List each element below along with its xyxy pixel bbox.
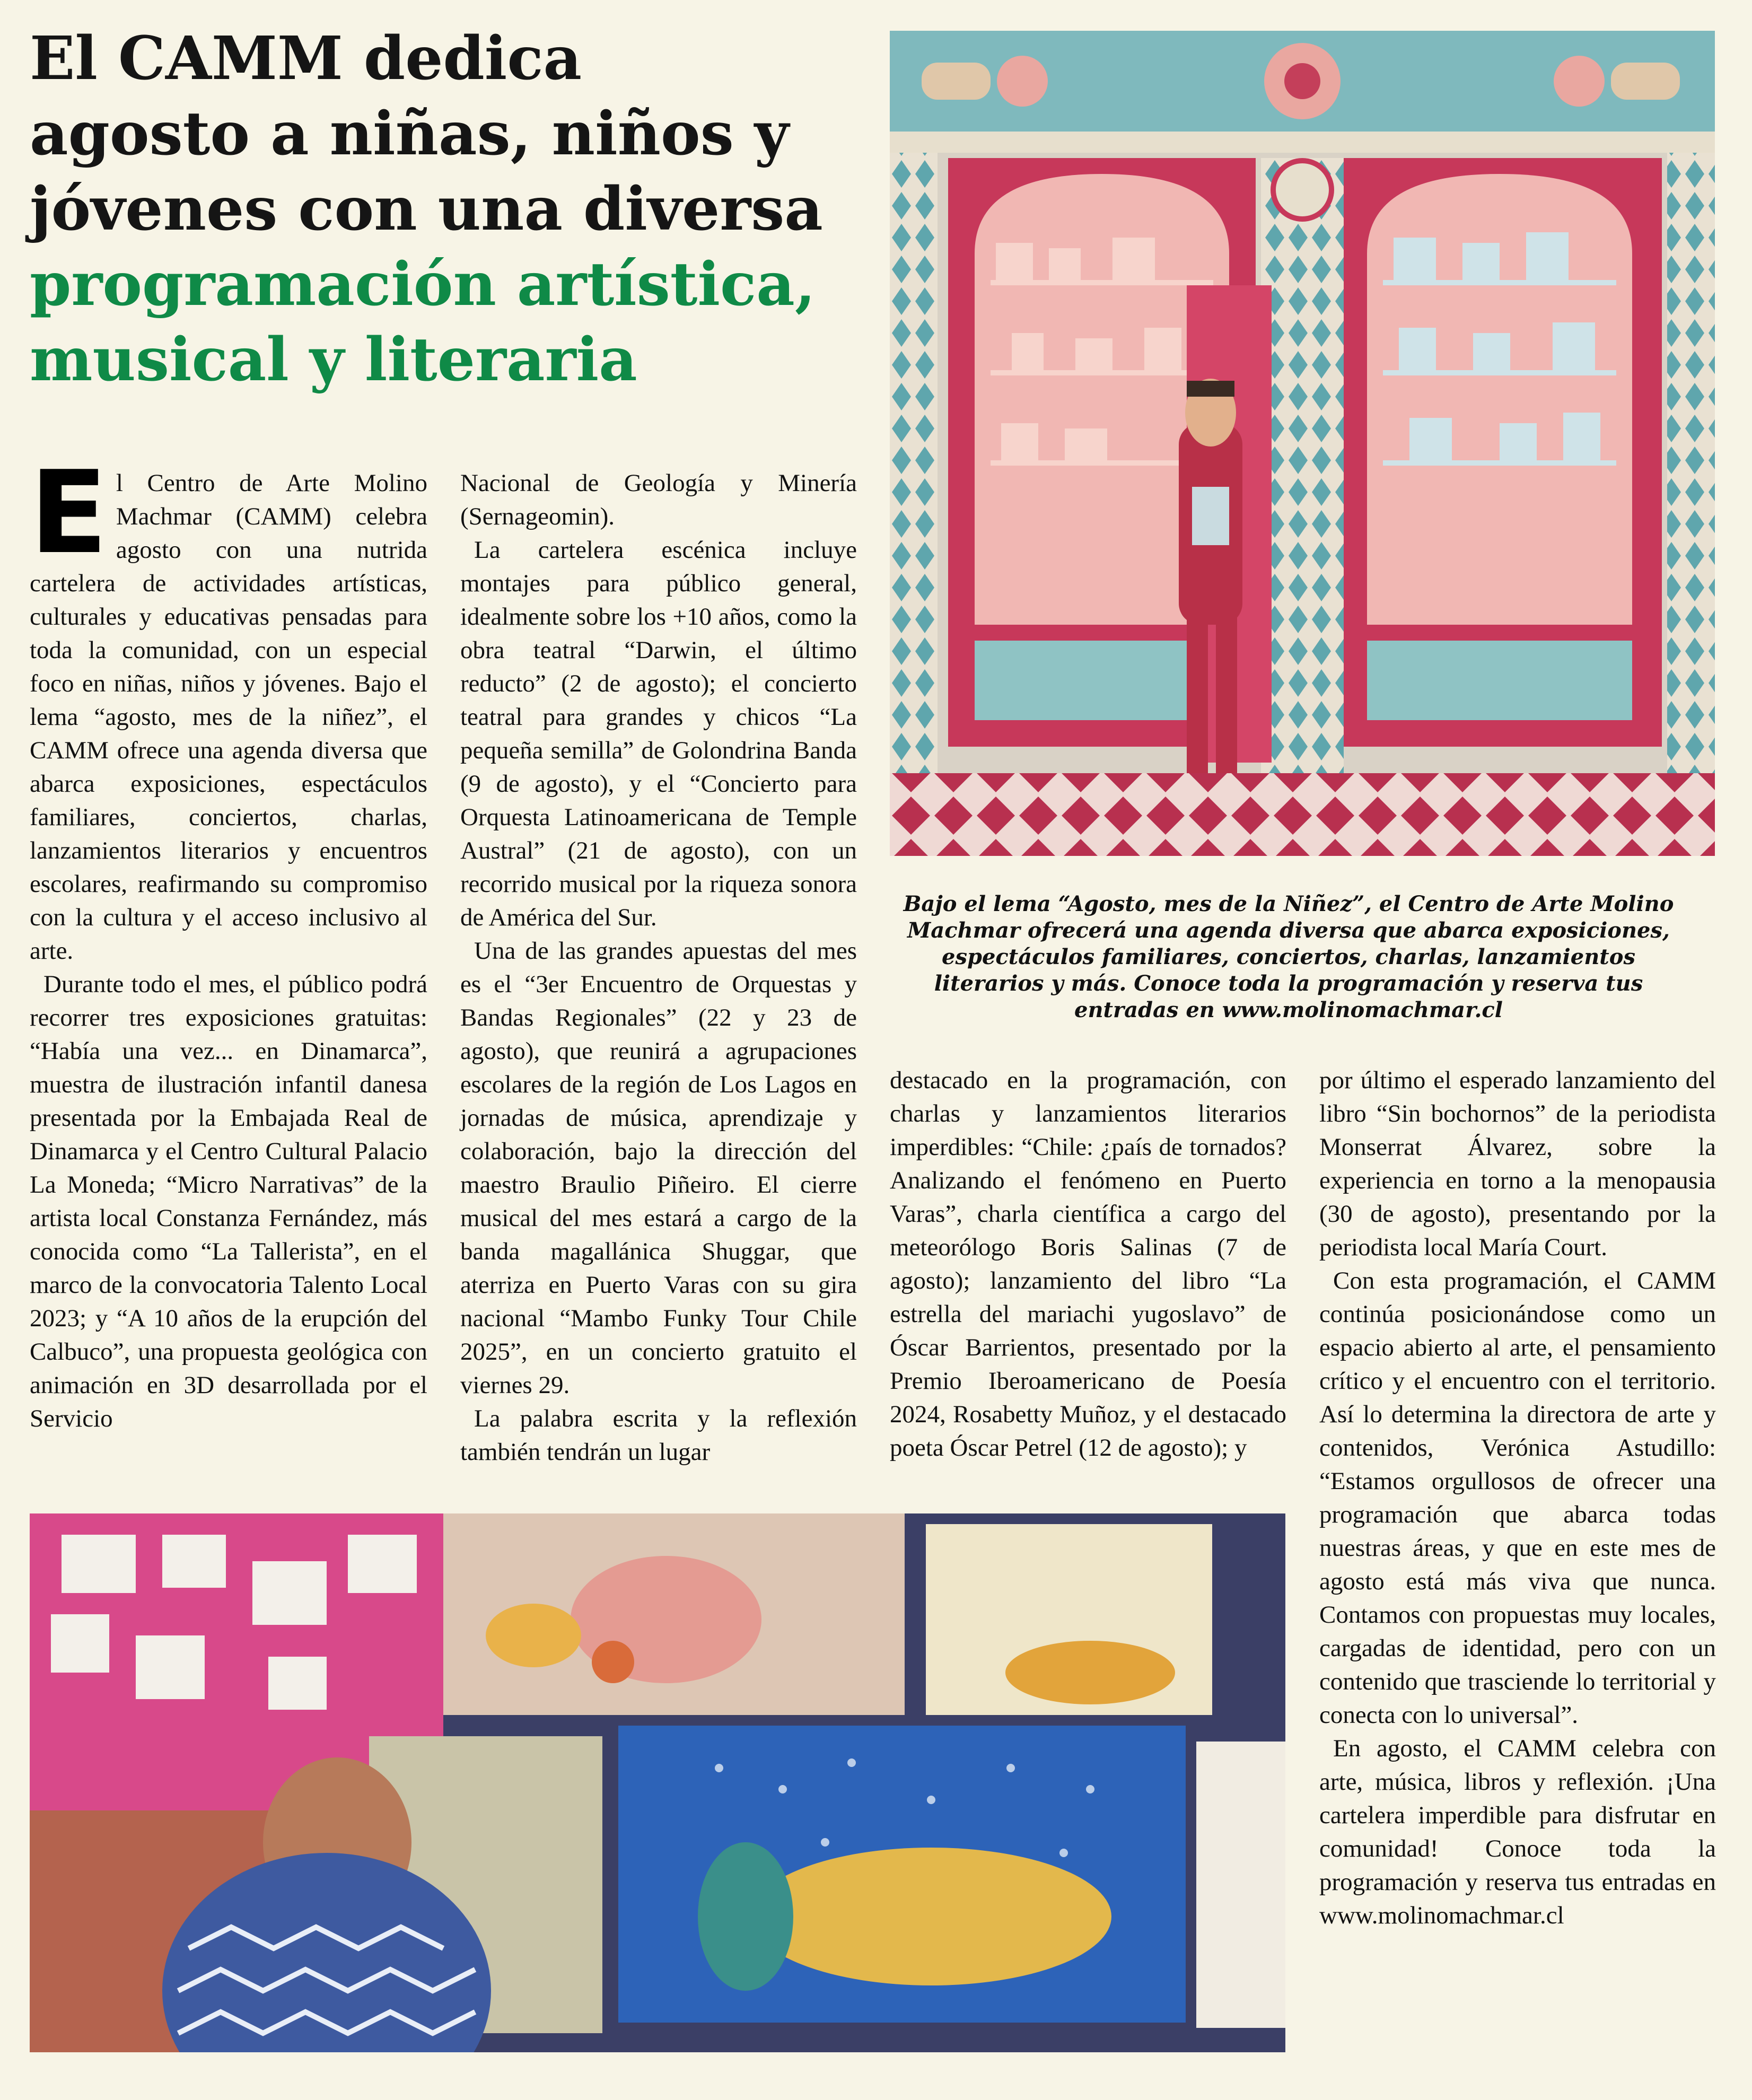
headline-line-1: El CAMM dedica: [30, 24, 582, 93]
paragraph: Nacional de Geología y Minería (Sernageomin).: [460, 469, 857, 530]
paragraph: por último el esperado lanzamiento del libro “Sin bochornos” de la periodista Monserrat Álvarez, sobre la experiencia en torno a la menopausia (30 de agosto), presentando por la periodista local María Court.: [1319, 1066, 1716, 1261]
article-column-2: [460, 467, 857, 1469]
headline-line-3: jóvenes con una diversa: [30, 174, 823, 244]
paragraph: destacado en la programación, con charlas y lanzamientos literarios imperdibles: “Chile: ¿país de tornados? Analizando el fenómeno en Puerto Varas”, charla científica a cargo del meteorólogo Boris Salinas (7 de agosto); lanzamiento del libro “La estrella del mariachi yugoslavo” de Óscar Barrientos, presentado por la Premio Iberoamericano de Poesía 2024, Rosabetty Muñoz, y el destacado poeta Óscar Petrel (12 de agosto); y: [890, 1066, 1286, 1462]
headline-line-2: agosto a niñas, niños y: [30, 99, 789, 169]
puppet-cabinet-photo: [890, 31, 1715, 856]
headline-line-4: programación artística,: [30, 250, 816, 319]
photo-caption: Bajo el lema “Agosto, mes de la Niñez”, el Centro de Arte Molino Machmar ofrecerá una agenda diversa que abarca exposiciones, espectáculos familiares, conciertos, charlas, lanzamientos literarios y más. Conoce toda la programación y reserva tus entradas en www.molinomachmar.cl: [903, 891, 1674, 1022]
paragraph: La cartelera escénica incluye montajes para público general, idealmente sobre los +10 años, como la obra teatral “Darwin, el último reducto” (2 de agosto); el concierto teatral para grandes y chicos “La pequeña semilla” de Golondrina Banda (9 de agosto), y el “Concierto para Orquesta Latinoamericana de Temple Austral” (21 de agosto), con un recorrido musical por la riqueza sonora de América del Sur.: [460, 536, 857, 931]
headline: [30, 21, 857, 398]
paragraph: En agosto, el CAMM celebra con arte, música, libros y reflexión. ¡Una cartelera imperdible para disfrutar en comunidad! Conoce toda la programación y reserva tus entradas en www.molinomachmar.cl: [1319, 1735, 1716, 1929]
paragraph: Durante todo el mes, el público podrá recorrer tres exposiciones gratuitas: “Había una vez... en Dinamarca”, muestra de ilustración infantil danesa presentada por la Embajada Real de Dinamarca y el Centro Cultural Palacio La Moneda; “Micro Narrativas” de la artista local Constanza Fernández, más conocida como “La Tallerista”, en el marco de la convocatoria Talento Local 2023; y “A 10 años de la erupción del Calbuco”, una propuesta geológica con animación en 3D desarrollada por el Servicio: [30, 970, 427, 1432]
dropcap: E: [30, 446, 108, 579]
paragraph: La palabra escrita y la reflexión también tendrán un lugar: [460, 1405, 857, 1466]
paragraph: [30, 446, 427, 968]
headline-line-5: musical y literaria: [30, 325, 637, 395]
article-column-4: [1319, 1064, 1716, 1932]
article-column-1: [30, 446, 427, 1436]
paragraph-text: l Centro de Arte Molino Machmar (CAMM) celebra agosto con una nutrida cartelera de actividades artísticas, culturales y educativas pensadas para toda la comunidad, con un especial foco en niñas, niños y jóvenes. Bajo el lema “agosto, mes de la niñez”, el CAMM ofrece una agenda diversa que abarca exposiciones, espectáculos familiares, conciertos, charlas, lanzamientos literarios y encuentros escolares, reafirmando su compromiso con la cultura y el acceso inclusivo al arte.: [30, 469, 427, 965]
paragraph: Con esta programación, el CAMM continúa posicionándose como un espacio abierto al arte, el pensamiento crítico y el encuentro con el territorio. Así lo determina la directora de arte y contenidos, Verónica Astudillo: “Estamos orgullosos de ofrecer una programación que abarca todas nuestras áreas, y que en este mes de agosto está más viva que nunca. Contamos con propuestas muy locales, cargadas de identidad, pero con un contenido que trasciende lo territorial y conecta con lo universal”.: [1319, 1267, 1716, 1729]
article-column-3: [890, 1064, 1286, 1465]
exhibition-photo: [30, 1513, 1285, 2052]
paragraph: Una de las grandes apuestas del mes es el “3er Encuentro de Orquestas y Bandas Regionales” (22 y 23 de agosto), que reunirá a agrupaciones escolares de la región de Los Lagos en jornadas de música, aprendizaje y colaboración, bajo la dirección del maestro Braulio Piñeiro. El cierre musical del mes estará a cargo de la banda magallánica Shuggar, que aterriza en Puerto Varas con su gira nacional “Mambo Funky Tour Chile 2025”, en un concierto gratuito el viernes 29.: [460, 937, 857, 1399]
